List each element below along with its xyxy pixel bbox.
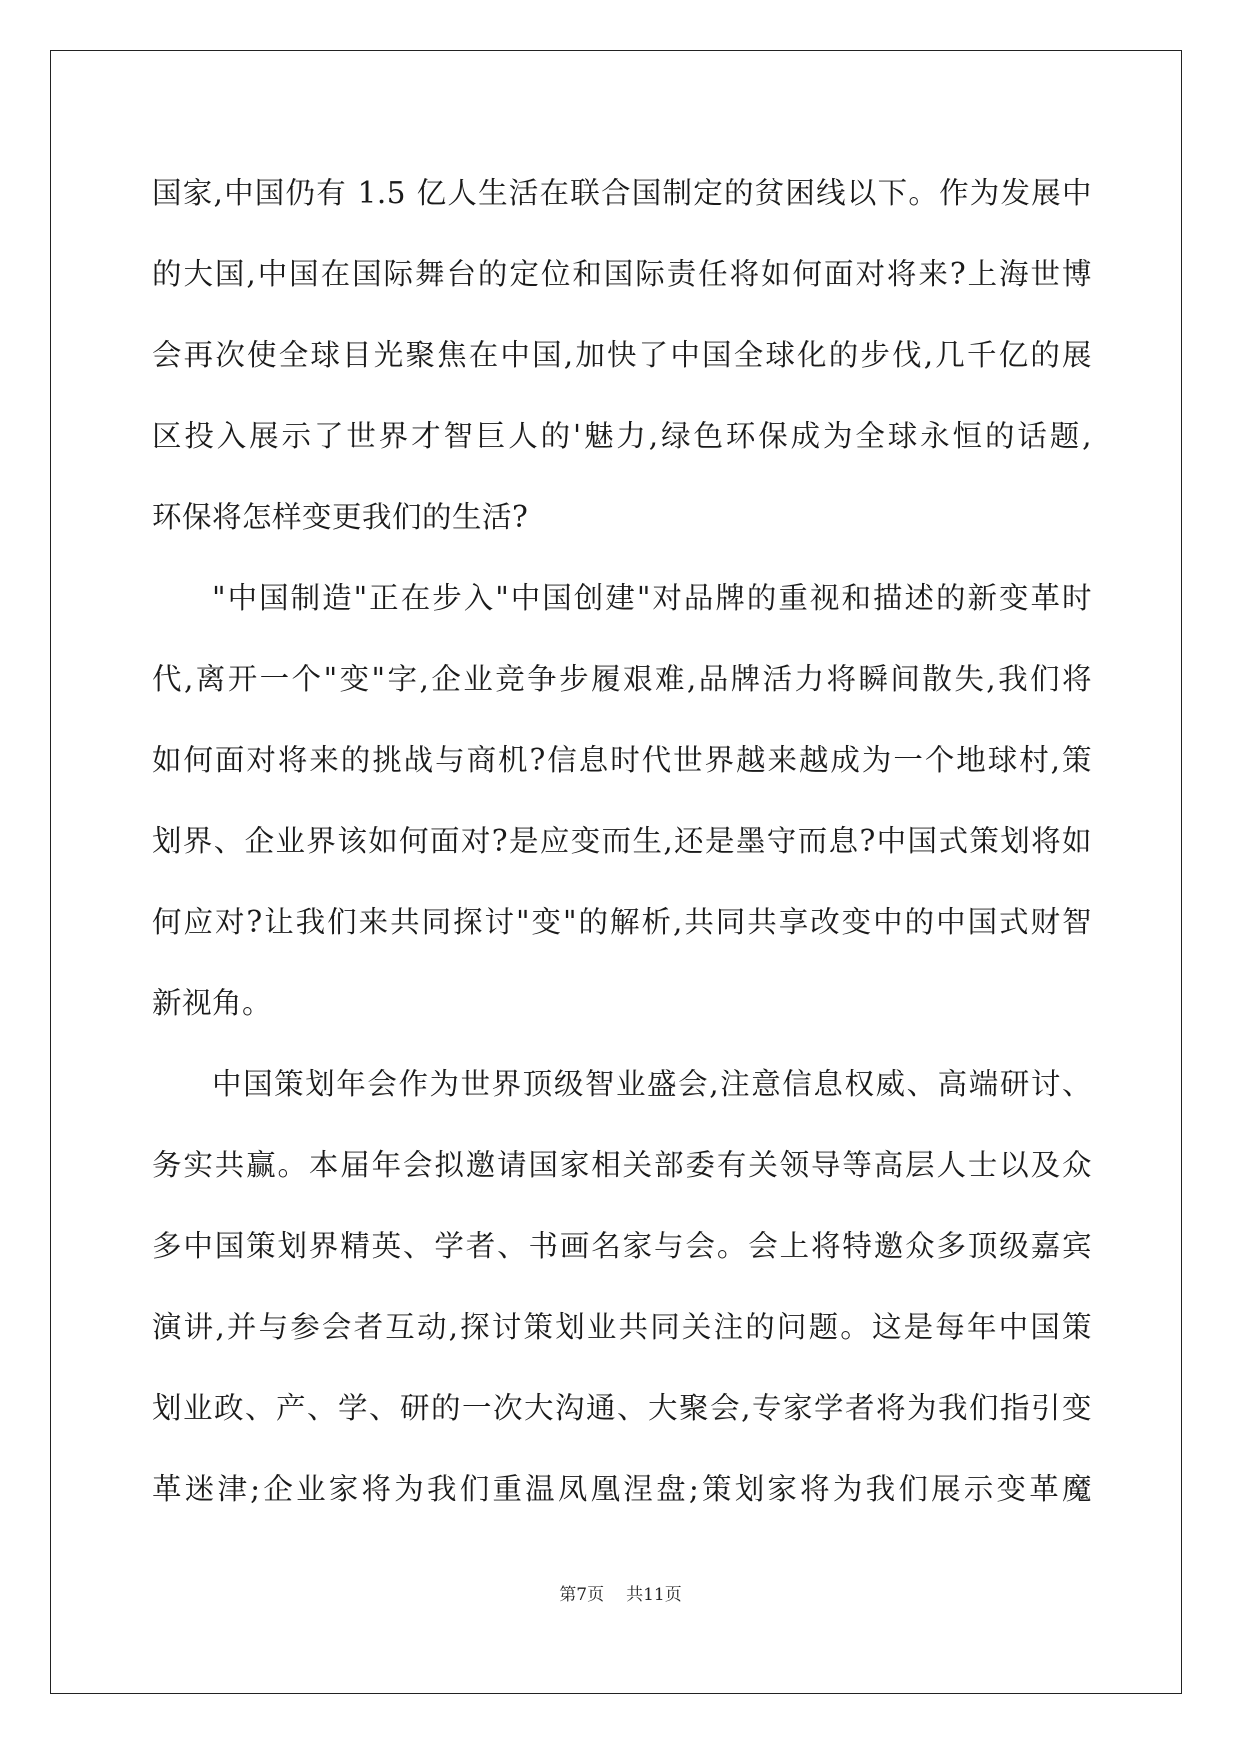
text-line: 务实共赢。本届年会拟邀请国家相关部委有关领导等高层人士以及众 — [152, 1148, 1092, 1182]
text-line: 演讲,并与参会者互动,探讨策划业共同关注的问题。这是每年中国策 — [152, 1310, 1092, 1344]
text-line: 会再次使全球目光聚焦在中国,加快了中国全球化的步伐,几千亿的展 — [152, 338, 1092, 372]
text-line: 中国策划年会作为世界顶级智业盛会,注意信息权威、高端研讨、 — [212, 1067, 1092, 1101]
text-line: 环保将怎样变更我们的生活? — [152, 500, 529, 534]
text-line: 新视角。 — [152, 986, 273, 1020]
text-line: 代,离开一个"变"字,企业竞争步履艰难,品牌活力将瞬间散失,我们将 — [152, 662, 1092, 696]
text-line: 如何面对将来的挑战与商机?信息时代世界越来越成为一个地球村,策 — [152, 743, 1092, 777]
page-number: 第7页 — [559, 1585, 605, 1605]
text-line: 革迷津;企业家将为我们重温凤凰涅盘;策划家将为我们展示变革魔 — [152, 1472, 1092, 1506]
text-line: 划业政、产、学、研的一次大沟通、大聚会,专家学者将为我们指引变 — [152, 1391, 1092, 1425]
text-line: 多中国策划界精英、学者、书画名家与会。会上将特邀众多顶级嘉宾 — [152, 1229, 1092, 1263]
body-text — [152, 166, 1092, 1543]
page-total: 共11页 — [626, 1585, 682, 1605]
text-line: 区投入展示了世界才智巨人的'魅力,绿色环保成为全球永恒的话题, — [152, 419, 1092, 453]
text-line: "中国制造"正在步入"中国创建"对品牌的重视和描述的新变革时 — [212, 581, 1092, 615]
text-line: 国家,中国仍有 1.5 亿人生活在联合国制定的贫困线以下。作为发展中 — [152, 176, 1092, 210]
page-footer — [0, 1580, 1241, 1605]
text-line: 划界、企业界该如何面对?是应变而生,还是墨守而息?中国式策划将如 — [152, 824, 1092, 858]
text-line: 何应对?让我们来共同探讨"变"的解析,共同共享改变中的中国式财智 — [152, 905, 1092, 939]
text-line: 的大国,中国在国际舞台的定位和国际责任将如何面对将来?上海世博 — [152, 257, 1092, 291]
